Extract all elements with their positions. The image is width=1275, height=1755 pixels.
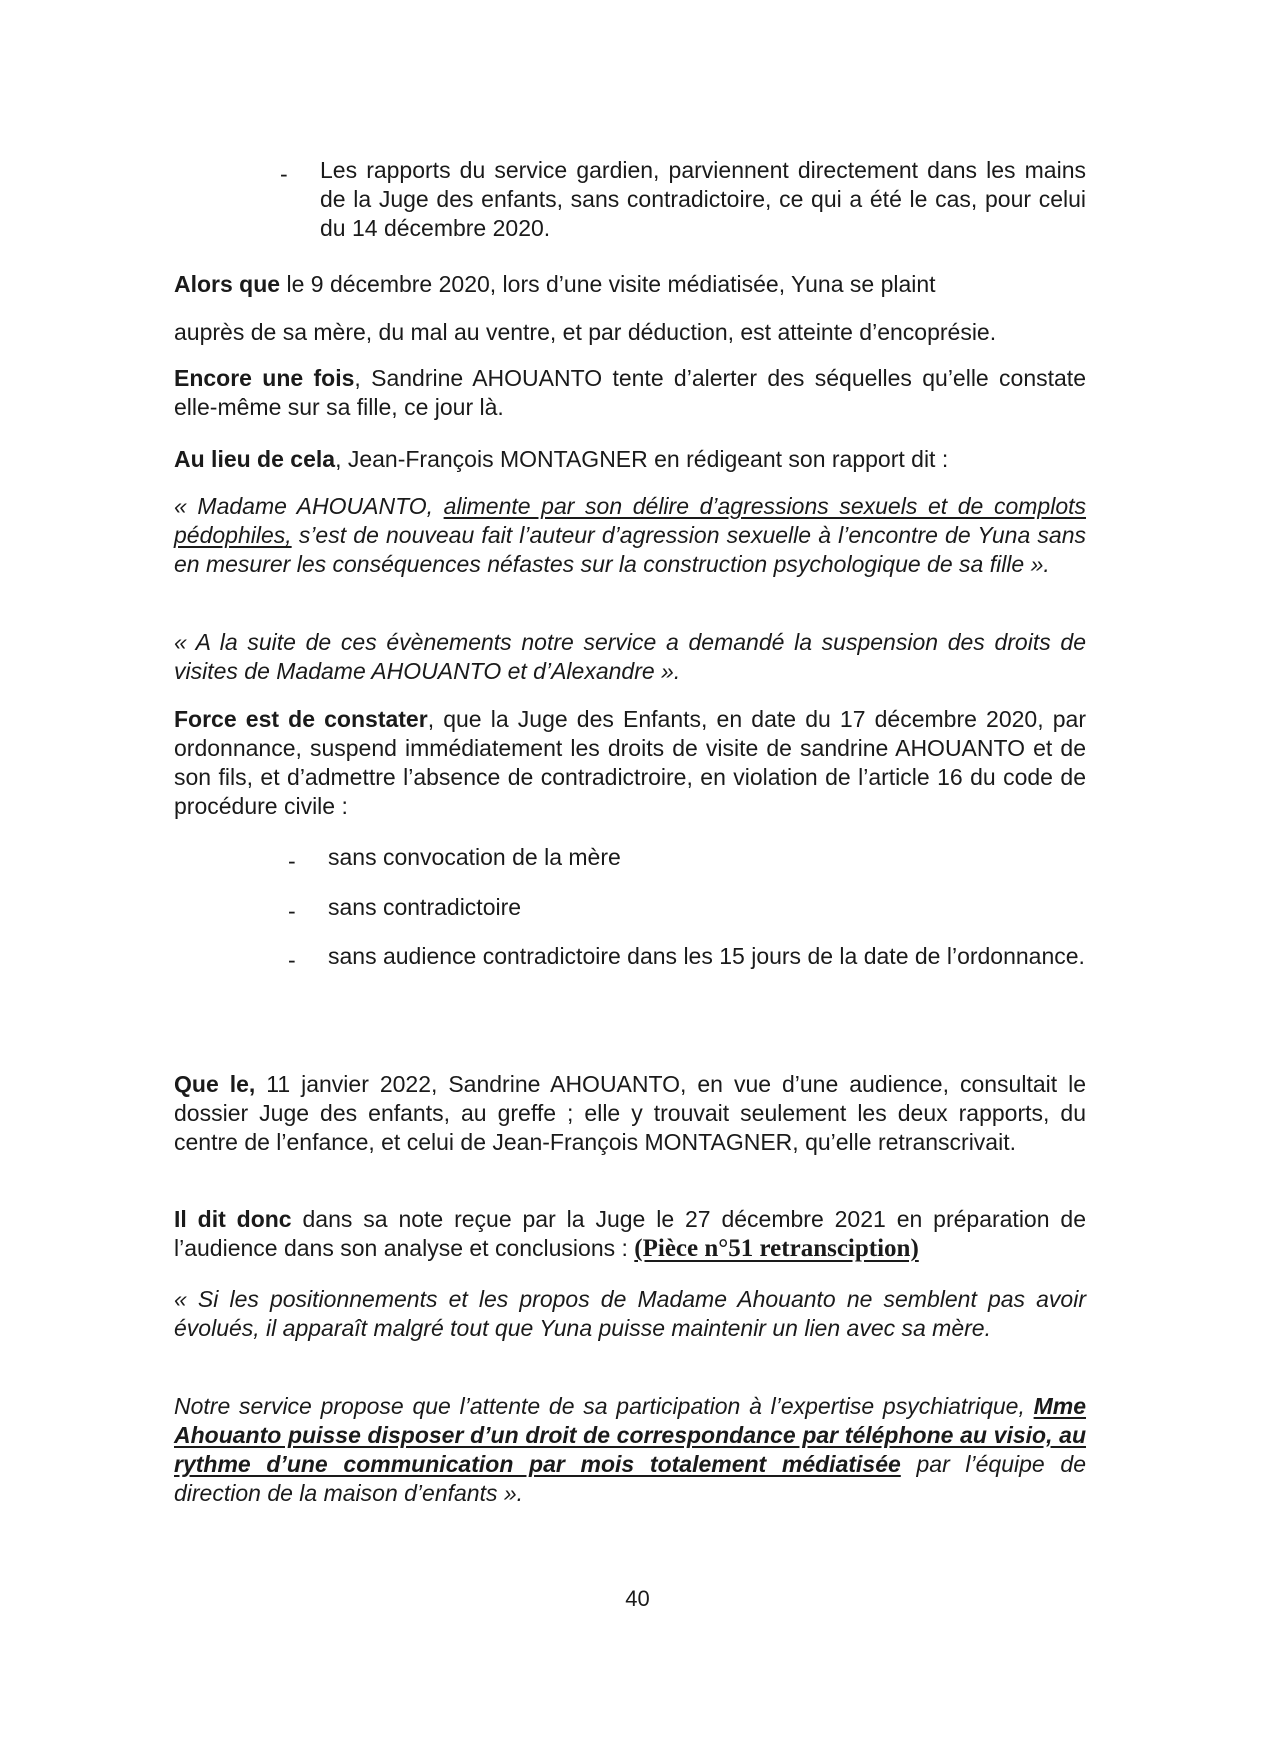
lead-text: Au lieu de cela: [174, 446, 336, 472]
quote-underlined: alimente par son délire d’agressions sexuels et de complots pédophiles,: [174, 493, 1086, 548]
quote-open: « Madame AHOUANTO,: [174, 493, 444, 519]
bullet-text: sans audience contradictoire dans les 15 jours de la date de l’ordonnance.: [328, 943, 1085, 969]
paragraph-force-est-de-constater: [174, 705, 1086, 821]
body-text: 11 janvier 2022, Sandrine AHOUANTO, en vue d’une audience, consultait le dossier Juge des enfants, au greffe ; elle y trouvait seulement les deux rapports, du centre de l’enfance, et celui de Jean-François MONTAGNER, qu’elle retranscrivait.: [174, 1071, 1086, 1155]
piece-reference: (Pièce n°51 retransciption): [634, 1235, 919, 1262]
paragraph-que-le: [174, 1070, 1086, 1157]
quote-text: Notre service propose que l’attente de sa participation à l’expertise psychiatrique,: [174, 1393, 1034, 1419]
paragraph-aupres: [174, 318, 1086, 347]
bullet-dash: -: [288, 898, 296, 924]
quote-text: « Si les positionnements et les propos de Madame Ahouanto ne semblent pas avoir évolués, il apparaît malgré tout que Yuna puisse maintenir un lien avec sa mère.: [174, 1286, 1086, 1341]
quote-positionnements: [174, 1285, 1086, 1343]
quote-emphasis: Mme Ahouanto puisse disposer d’un droit de correspondance par téléphone au visio, au rythme d’une communication par mois totalement médiatisée: [174, 1393, 1086, 1477]
quote-text: « A la suite de ces évènements notre service a demandé la suspension des droits de visites de Madame AHOUANTO et d’Alexandre ».: [174, 629, 1086, 684]
bullet-text: Les rapports du service gardien, parviennent directement dans les mains de la Juge des enfants, sans contradictoire, ce qui a été le cas, pour celui du 14 décembre 2020.: [320, 157, 1086, 241]
body-text: auprès de sa mère, du mal au ventre, et par déduction, est atteinte d’encoprésie.: [174, 319, 997, 345]
lead-text: Encore une fois: [174, 365, 355, 391]
bullet-dash: -: [288, 848, 296, 874]
quote-suspension: [174, 628, 1086, 686]
lead-text: Force est de constater: [174, 706, 428, 732]
body-text: dans sa note reçue par la Juge le 27 décembre 2021 en préparation de l’audience dans son analyse et conclusions :: [174, 1206, 1086, 1261]
bullet-dash: -: [288, 947, 296, 973]
lead-text: Il dit donc: [174, 1206, 292, 1232]
body-text: , Jean-François MONTAGNER en rédigeant son rapport dit :: [335, 446, 949, 472]
quote-notre-service: [174, 1392, 1086, 1508]
quote-madame-ahouanto: [174, 492, 1086, 579]
paragraph-au-lieu-de-cela: [174, 445, 1086, 474]
lead-text: Que le,: [174, 1071, 256, 1097]
body-text: le 9 décembre 2020, lors d’une visite médiatisée, Yuna se plaint: [280, 271, 936, 297]
quote-rest: par l’équipe de direction de la maison d’enfants ».: [174, 1451, 1086, 1506]
body-text: , que la Juge des Enfants, en date du 17 décembre 2020, par ordonnance, suspend immédiatement les droits de visite de sandrine AHOUANTO et de son fils, et d’admettre l’absence de contradictroire, en violation de l’article 16 du code de procédure civile :: [174, 706, 1087, 819]
quote-rest: s’est de nouveau fait l’auteur d’agression sexuelle à l’encontre de Yuna sans en mesurer les conséquences néfastes sur la construction psychologique de sa fille ».: [174, 522, 1086, 577]
bullet-text: sans convocation de la mère: [328, 844, 621, 870]
body-text: , Sandrine AHOUANTO tente d’alerter des séquelles qu’elle constate elle-même sur sa fille, ce jour là.: [174, 365, 1086, 420]
paragraph-il-dit-donc: [174, 1205, 1086, 1263]
paragraph-encore-une-fois: [174, 364, 1086, 422]
lead-text: Alors que: [174, 271, 281, 297]
bullet-dash: -: [280, 161, 288, 187]
page-number: 40: [625, 1586, 650, 1611]
bullet-text: sans contradictoire: [328, 894, 522, 920]
paragraph-alors-que: [174, 270, 1086, 299]
